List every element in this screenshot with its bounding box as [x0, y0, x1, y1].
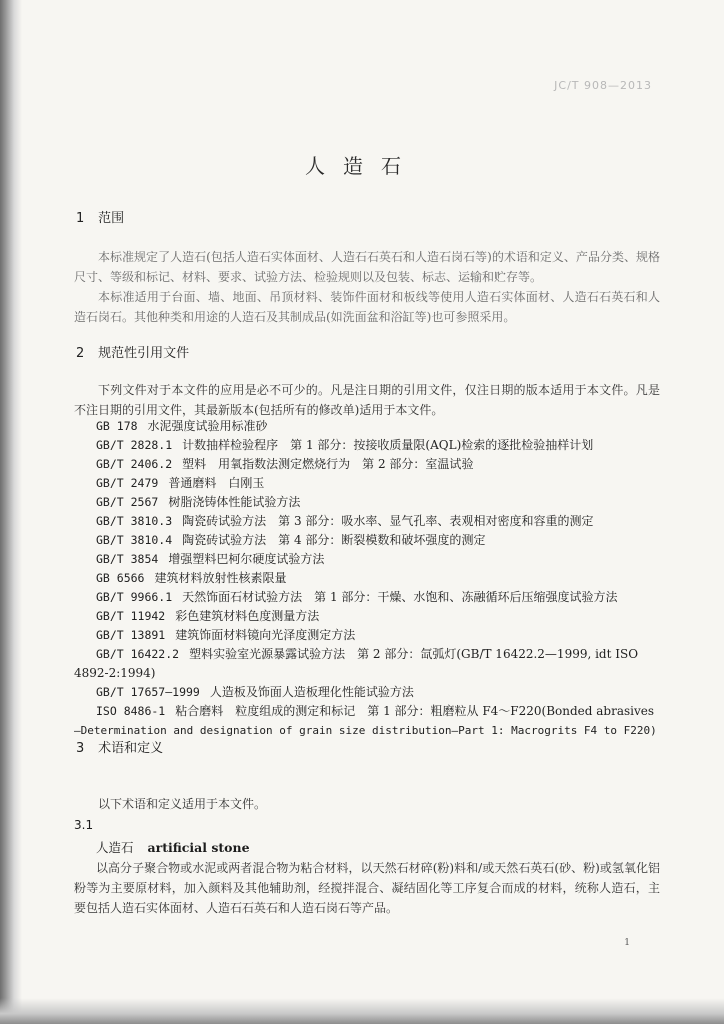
reference-item: [96, 588, 656, 607]
reference-title: 粘合磨料 粒度组成的测定和标记 第 1 部分：粗磨粒从 F4～F220(Bonded abrasives: [175, 704, 655, 718]
reference-item: [96, 607, 656, 626]
reference-title: 人造板及饰面人造板理化性能试验方法: [209, 685, 414, 699]
reference-title: 陶瓷砖试验方法 第 4 部分：断裂模数和破坏强度的测定: [182, 533, 486, 547]
reference-title: 塑料 用氧指数法测定燃烧行为 第 2 部分：室温试验: [182, 457, 474, 471]
reference-title: 陶瓷砖试验方法 第 3 部分：吸水率、显气孔率、表观相对密度和容重的测定: [182, 514, 594, 528]
reference-item: [96, 626, 656, 645]
normative-intro: 下列文件对于本文件的应用是必不可少的。凡是注日期的引用文件，仅注日期的版本适用于本文件。凡是不注日期的引用文件，其最新版本(包括所有的修改单)适用于本文件。: [74, 383, 660, 417]
reference-title: 树脂浇铸体性能试验方法: [168, 495, 301, 509]
reference-title: 水泥强度试验用标准砂: [147, 419, 268, 433]
reference-item: [96, 569, 656, 588]
reference-item: [96, 645, 656, 664]
reference-code: GB/T 2828.1: [96, 438, 173, 452]
terms-intro: 以下术语和定义适用于本文件。: [98, 797, 267, 811]
reference-title: 普通磨料 白刚玉: [168, 476, 265, 490]
reference-item: [96, 531, 656, 550]
section-1-heading: [76, 207, 124, 226]
section-2-heading: [76, 342, 189, 361]
reference-code: GB/T 17657—1999: [96, 685, 200, 699]
reference-item: [96, 417, 656, 436]
term-chinese: 人造石: [96, 840, 134, 855]
reference-title: 天然饰面石材试验方法 第 1 部分：干燥、水饱和、冻融循环后压缩强度试验方法: [182, 590, 618, 604]
section-3-heading: [76, 737, 163, 756]
reference-title: 塑料实验室光源暴露试验方法 第 2 部分：氙弧灯(GB/T 16422.2—1999, idt ISO: [189, 647, 639, 661]
reference-code: GB/T 2479: [96, 476, 159, 490]
reference-code: GB/T 3810.3: [96, 514, 173, 528]
scope-paragraph-2: 本标准适用于台面、墙、地面、吊顶材料、装饰件面材和板线等使用人造石实体面材、人造石石英石和人造石岗石。其他种类和用途的人造石及其制成品(如洗面盆和浴缸等)也可参照采用。: [74, 290, 660, 324]
term-definition: 以高分子聚合物或水泥或两者混合物为粘合材料，以天然石材碎(粉)料和/或天然石英石(砂、粉)或氢氧化铝粉等为主要原材料，加入颜料及其他辅助剂，经搅拌混合、凝结固化等工序复合而成的材料，统称人造石，主要包括人造石实体面材、人造石石英石和人造石岗石等产品。: [74, 861, 660, 915]
reference-title-continuation: —Determination and designation of grain size distribution—Part 1: Macrogrits F4 to F220): [74, 724, 657, 737]
reference-code: GB/T 3810.4: [96, 533, 173, 547]
reference-code: GB 178: [96, 419, 138, 433]
section-title: 范围: [98, 211, 125, 226]
reference-item: [96, 683, 656, 702]
scan-bottom-shadow: [0, 998, 724, 1024]
reference-title: 建筑饰面材料镜向光泽度测定方法: [175, 628, 356, 642]
page-title: 人造石: [305, 154, 419, 178]
reference-title-continuation: 4892-2:1994): [74, 666, 156, 680]
reference-list: [74, 417, 657, 740]
reference-code: GB/T 16422.2: [96, 647, 180, 661]
reference-title: 建筑材料放射性核素限量: [154, 571, 287, 585]
page-number: 1: [624, 938, 630, 948]
reference-code: GB 6566: [96, 571, 145, 585]
term-entry: [96, 838, 250, 856]
scope-paragraph-1: 本标准规定了人造石(包括人造石实体面材、人造石石英石和人造石岗石等)的术语和定义、产品分类、规格尺寸、等级和标记、材料、要求、试验方法、检验规则以及包装、标志、运输和贮存等。: [74, 250, 660, 284]
reference-item: [96, 550, 656, 569]
reference-title: 增强塑料巴柯尔硬度试验方法: [168, 552, 325, 566]
standard-code: JC/T 908—2013: [554, 79, 652, 92]
reference-item: [96, 493, 656, 512]
term-english: artificial stone: [147, 840, 250, 855]
section-number: 2: [76, 346, 85, 361]
reference-code: ISO 8486-1: [96, 704, 166, 718]
reference-item: [96, 512, 656, 531]
section-number: 3: [76, 741, 85, 756]
reference-item-continuation: [74, 664, 656, 683]
reference-code: GB/T 3854: [96, 552, 159, 566]
reference-title: 计数抽样检验程序 第 1 部分：按接收质量限(AQL)检索的逐批检验抽样计划: [182, 438, 594, 452]
reference-item: [96, 436, 656, 455]
reference-code: GB/T 2567: [96, 495, 159, 509]
reference-code: GB/T 9966.1: [96, 590, 173, 604]
reference-title: 彩色建筑材料色度测量方法: [175, 609, 320, 623]
reference-item: [96, 474, 656, 493]
reference-code: GB/T 13891: [96, 628, 166, 642]
section-title: 规范性引用文件: [98, 346, 190, 361]
section-title: 术语和定义: [98, 741, 164, 756]
reference-item: [96, 455, 656, 474]
reference-item: [96, 702, 656, 721]
clause-number: 3.1: [74, 818, 94, 832]
reference-code: GB/T 11942: [96, 609, 166, 623]
reference-code: GB/T 2406.2: [96, 457, 173, 471]
section-number: 1: [76, 211, 85, 226]
